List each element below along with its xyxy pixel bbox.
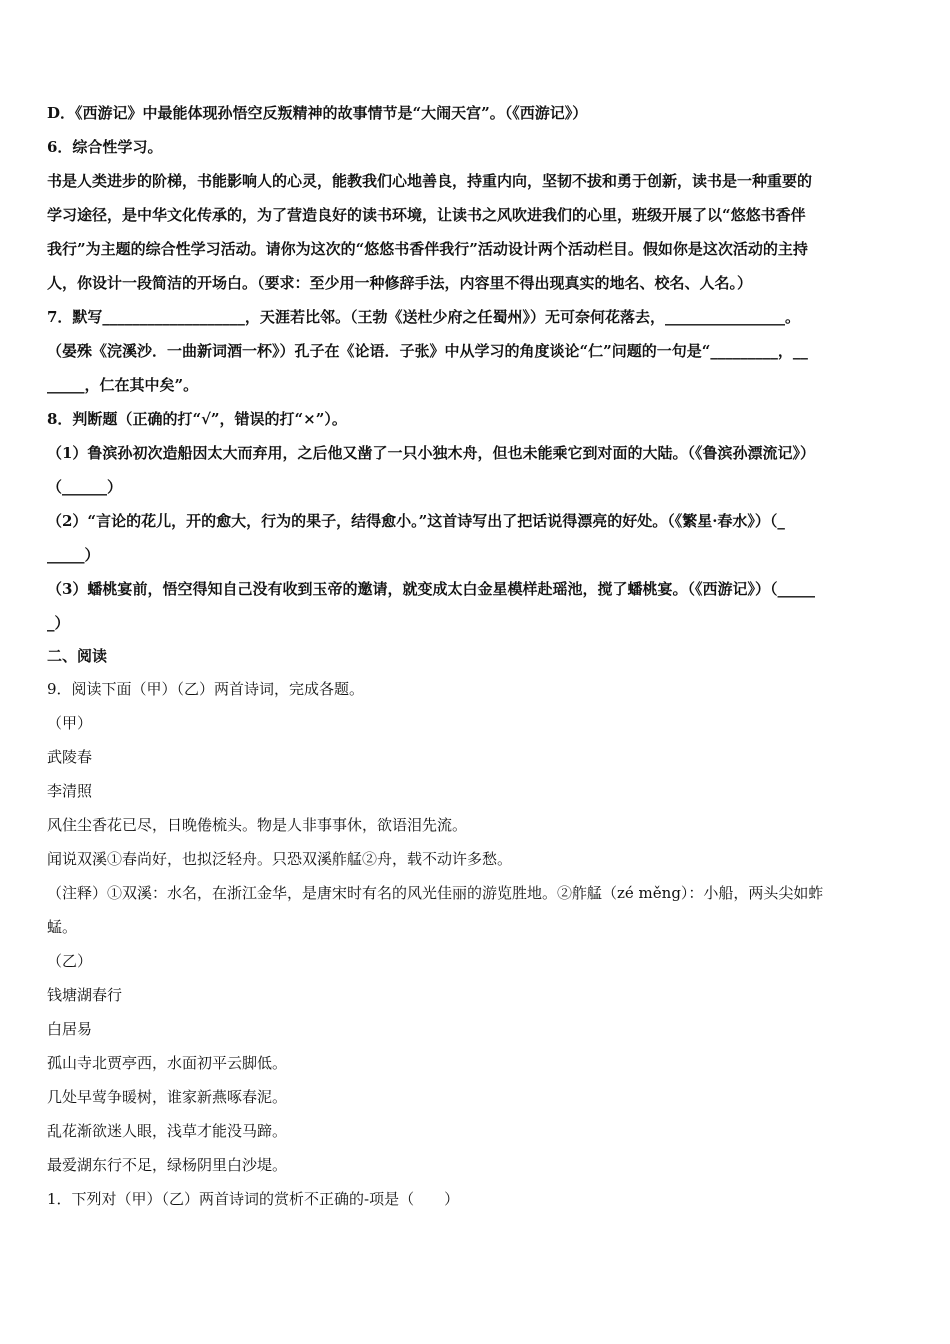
- poem-a-note-line-2: 蜢。: [47, 918, 78, 936]
- poem-b-line-4: 最爱湖东行不足，绿杨阴里白沙堤。: [47, 1156, 288, 1174]
- option-d-line: D．《西游记》中最能体现孙悟空反叛精神的故事情节是“大闹天宫”。（《西游记》）: [47, 104, 588, 122]
- question-6-title: 6．综合性学习。: [47, 138, 163, 156]
- question-6-paragraph-line-3: 我行”为主题的综合性学习活动。请你为这次的“悠悠书香伴我行”活动设计两个活动栏目。假如你是这次活动的主持: [47, 240, 808, 258]
- question-7-line-3: _____，仁在其中矣”。: [47, 376, 199, 394]
- question-6-paragraph-line-1: 书是人类进步的阶梯，书能影响人的心灵，能教我们心地善良，持重内向，坚韧不拔和勇于创新，读书是一种重要的: [47, 172, 813, 190]
- poem-b-line-1: 孤山寺北贾亭西，水面初平云脚低。: [47, 1054, 288, 1072]
- question-6-paragraph-line-2: 学习途径，是中华文化传承的，为了营造良好的读书环境，让读书之风吹进我们的心里，班级开展了以“悠悠书香伴: [47, 206, 806, 224]
- poem-a-note-line-1: （注释）①双溪：水名，在浙江金华，是唐宋时有名的风光佳丽的游览胜地。②舴艋（zé měng）：小船，两头尖如蚱: [47, 884, 824, 902]
- question-9-title: 9．阅读下面（甲）（乙）两首诗词，完成各题。: [47, 680, 365, 698]
- poem-b-label: （乙）: [47, 952, 93, 970]
- sub-question-1: 1．下列对（甲）（乙）两首诗词的赏析不正确的-项是（ ）: [47, 1190, 460, 1208]
- poem-a-line-2: 闻说双溪①春尚好，也拟泛轻舟。只恐双溪舴艋②舟，载不动许多愁。: [47, 850, 513, 868]
- question-8-title: 8．判断题（正确的打“√”，错误的打“×”）。: [47, 410, 347, 428]
- question-7-line-2: （晏殊《浣溪沙．一曲新词酒一杯》）孔子在《论语．子张》中从学习的角度谈论“仁”问题的一句是“_________，__: [47, 342, 808, 360]
- question-8-item-2: （2）“言论的花儿，开的愈大，行为的果子，结得愈小。”这首诗写出了把话说得漂亮的好处。（《繁星·春水》）（_: [47, 512, 785, 530]
- question-8-item-3-blank: _）: [47, 614, 70, 632]
- poem-a-line-1: 风住尘香花已尽，日晚倦梳头。物是人非事事休，欲语泪先流。: [47, 816, 468, 834]
- question-8-item-3: （3）蟠桃宴前，悟空得知自己没有收到玉帝的邀请，就变成太白金星模样赴瑶池，搅了蟠桃宴。（《西游记》）（_____: [47, 580, 815, 598]
- document-page: [47, 96, 907, 1216]
- poem-a-author: 李清照: [47, 782, 93, 800]
- question-6-paragraph-line-4: 人，你设计一段简洁的开场白。（要求：至少用一种修辞手法，内容里不得出现真实的地名、校名、人名。）: [47, 274, 753, 292]
- poem-b-line-2: 几处早莺争暖树，谁家新燕啄春泥。: [47, 1088, 288, 1106]
- section-2-heading: 二、阅读: [47, 647, 108, 665]
- poem-a-label: （甲）: [47, 714, 93, 732]
- poem-a-title: 武陵春: [47, 748, 93, 766]
- question-8-item-1-blank: （______）: [47, 478, 123, 496]
- poem-b-author: 白居易: [47, 1020, 93, 1038]
- question-7-line-1: 7．默写___________________，天涯若比邻。（王勃《送杜少府之任蜀州》）无可奈何花落去，________________。: [47, 308, 800, 326]
- poem-b-line-3: 乱花渐欲迷人眼，浅草才能没马蹄。: [47, 1122, 288, 1140]
- question-8-item-1: （1）鲁滨孙初次造船因太大而弃用，之后他又凿了一只小独木舟，但也未能乘它到对面的大陆。（《鲁滨孙漂流记》）: [47, 444, 815, 462]
- poem-b-title: 钱塘湖春行: [47, 986, 123, 1004]
- question-8-item-2-blank: _____）: [47, 546, 100, 564]
